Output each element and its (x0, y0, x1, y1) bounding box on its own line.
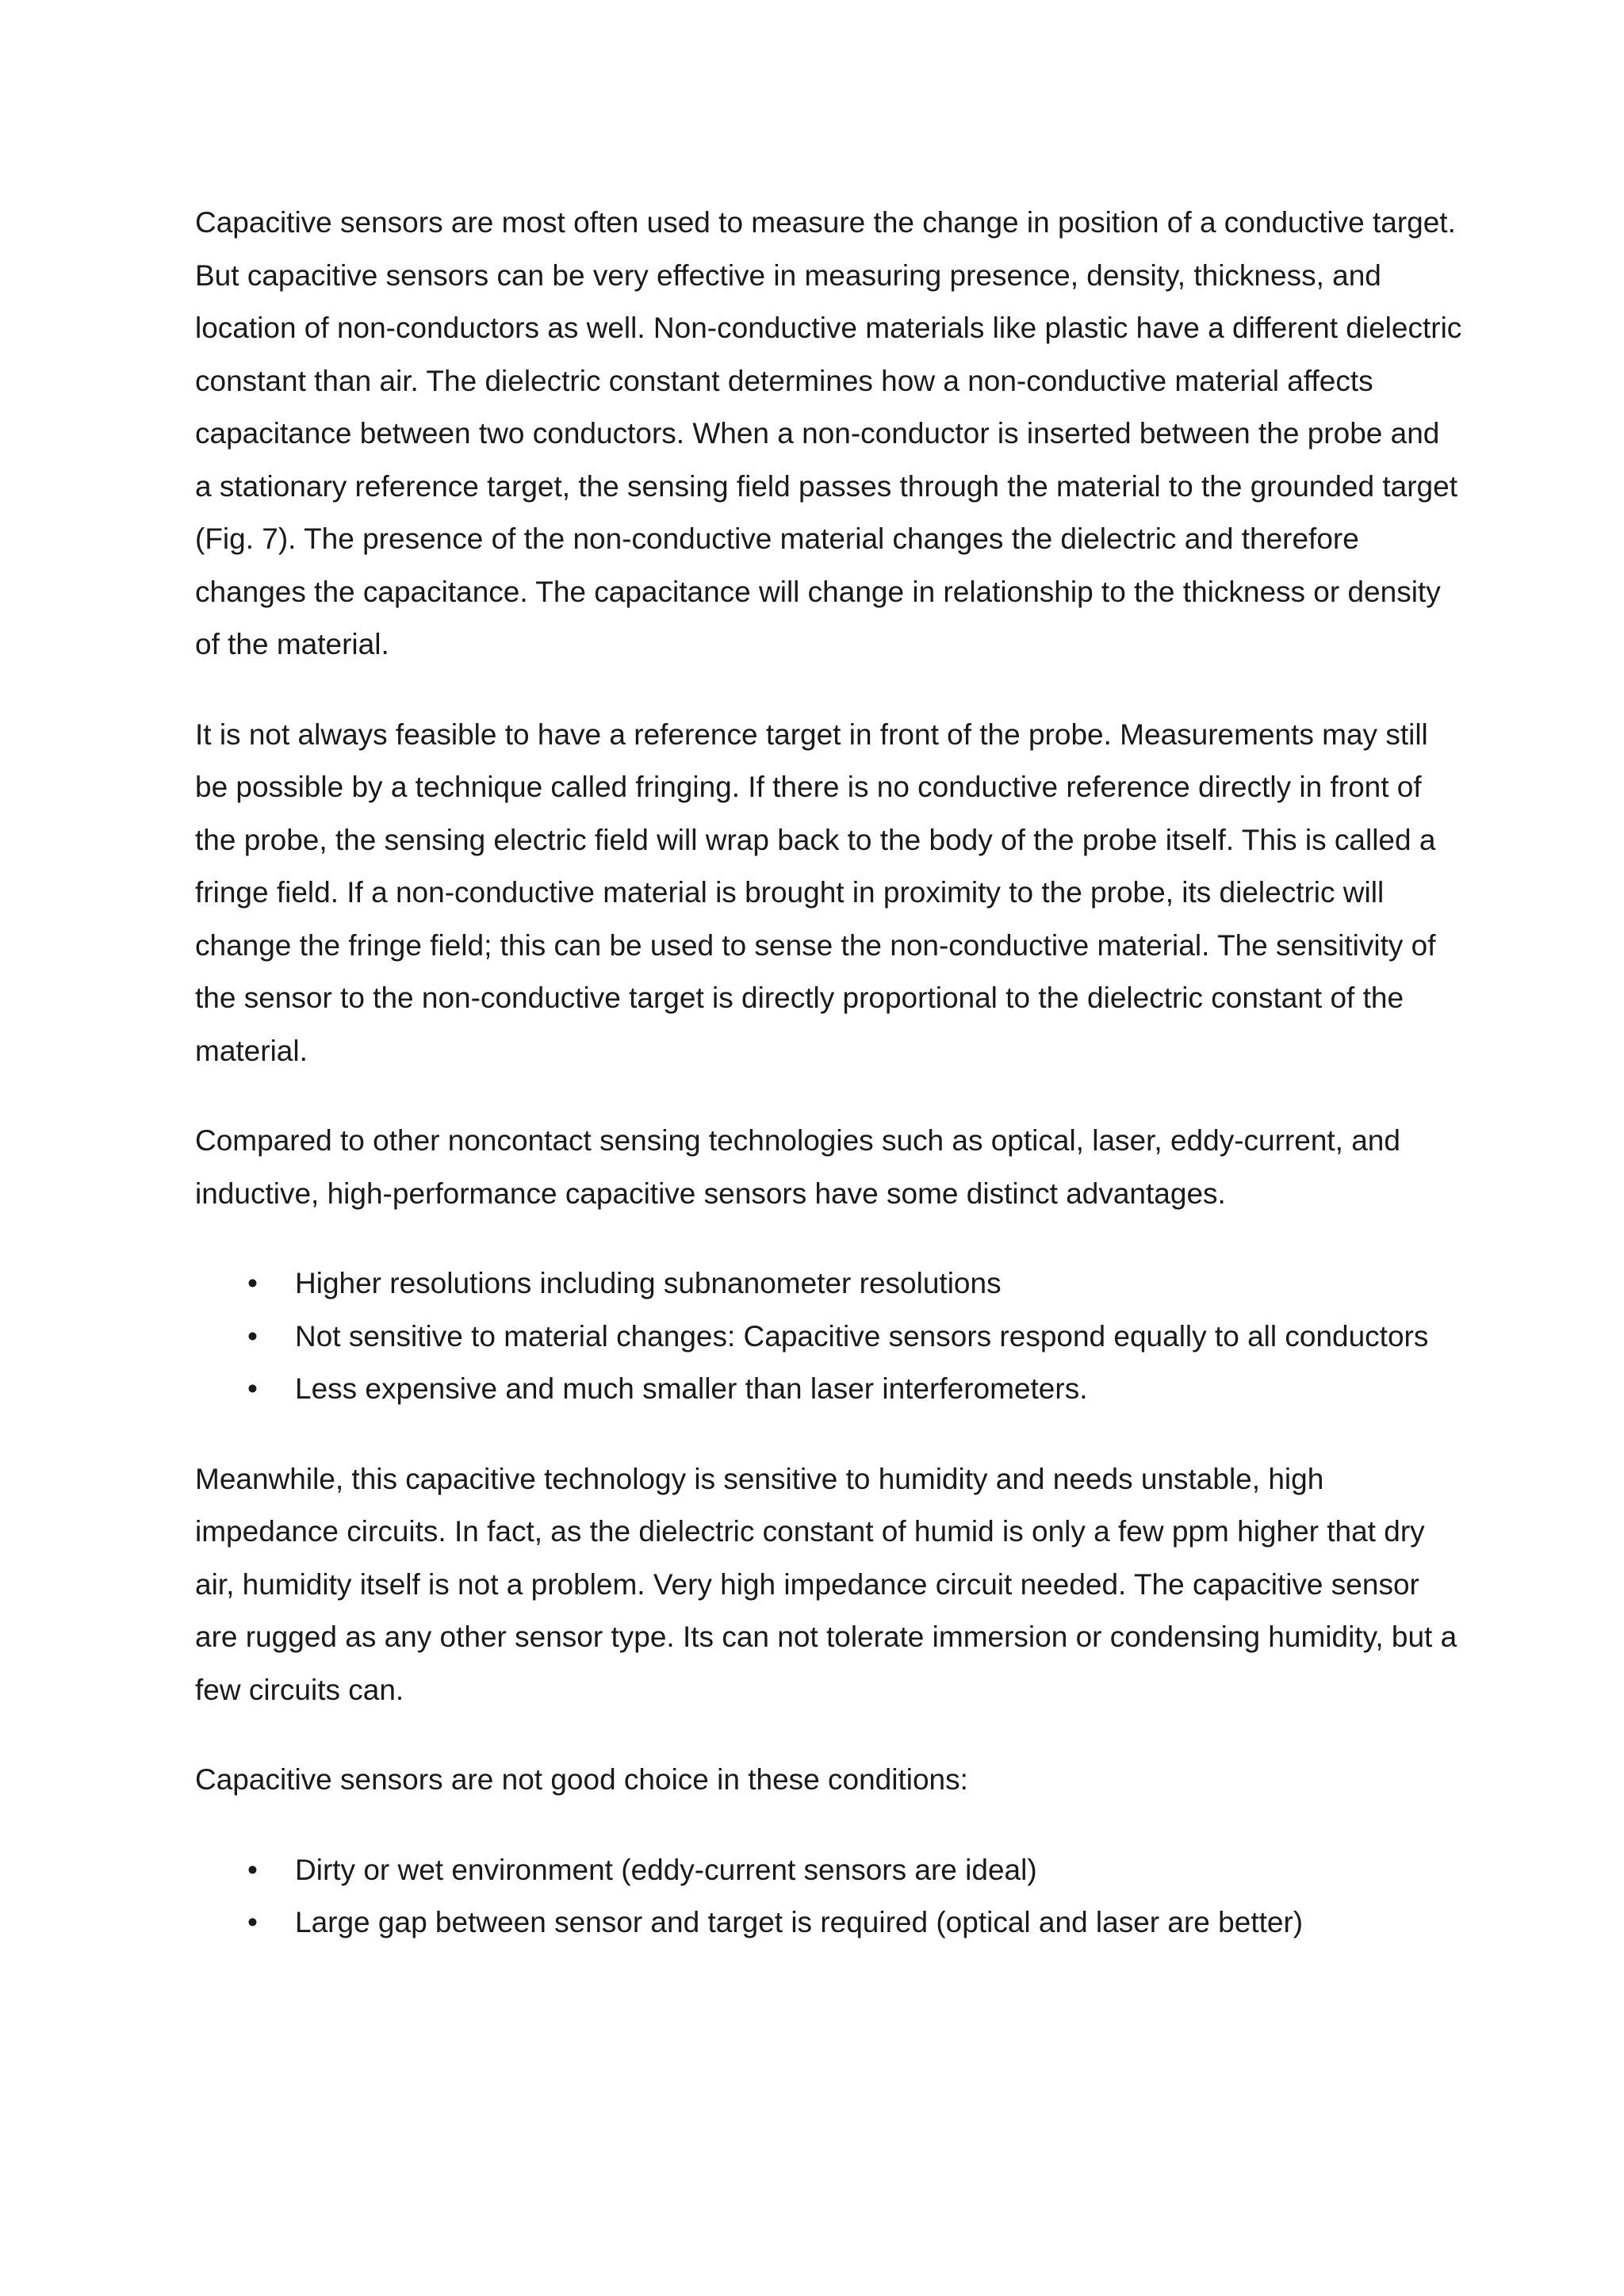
list-item (195, 1363, 1464, 1416)
bullet-icon: • (247, 1319, 258, 1353)
paragraph-spacer (195, 1077, 1464, 1115)
paragraph-humidity: Meanwhile, this capacitive technology is sensitive to humidity and needs unstable, high impedance circuits. In fact, as the dielectric constant of humid is only a few ppm higher that dry air, humidity itself is not a problem. Very high impedance circuit needed. The capacitive sensor are rugged as any other sensor type. Its can not tolerate immersion or condensing humidity, but a few circuits can. (195, 1462, 1457, 1706)
list-item (195, 1311, 1464, 1364)
advantages-list (195, 1257, 1464, 1416)
list-item-text: Not sensitive to material changes: Capacitive sensors respond equally to all conductors (295, 1319, 1429, 1353)
list-item-text: Higher resolutions including subnanometer resolutions (295, 1267, 1002, 1299)
paragraph-fringing: It is not always feasible to have a reference target in front of the probe. Measurements may still be possible by a technique called fringing. If there is no conductive reference directly in front of the probe, the sensing electric field will wrap back to the body of the probe itself. This is called a fringe field. If a non-conductive material is brought in proximity to the probe, its dielectric will change the fringe field; this can be used to sense the non-conductive material. The sensitivity of the sensor to the non-conductive target is directly proportional to the dielectric constant of the material. (195, 718, 1436, 1067)
paragraph-conditions-intro: Capacitive sensors are not good choice in these conditions: (195, 1763, 968, 1796)
paragraph-spacer (195, 1716, 1464, 1754)
bullet-icon: • (247, 1267, 258, 1299)
paragraph-spacer (195, 672, 1464, 709)
paragraph-spacer (195, 1416, 1464, 1453)
list-item (195, 1257, 1464, 1311)
list-item-text: Less expensive and much smaller than laser interferometers. (295, 1372, 1088, 1405)
paragraph-capacitive-nonconductors: Capacitive sensors are most often used to measure the change in position of a conductive target. But capacitive sensors can be very effective in measuring presence, density, thickness, and location of non-conductors as well. Non-conductive materials like plastic have a different dielectric constant than air. The dielectric constant determines how a non-conductive material affects capacitance between two conductors. When a non-conductor is inserted between the probe and a stationary reference target, the sensing field passes through the material to the grounded target (Fig. 7). The presence of the non-conductive material changes the dielectric and therefore changes the capacitance. The capacitance will change in relationship to the thickness or density of the material. (195, 206, 1462, 660)
list-item-text: Large gap between sensor and target is required (optical and laser are better) (295, 1906, 1304, 1938)
bullet-icon: • (247, 1372, 258, 1405)
conditions-list (195, 1844, 1464, 1950)
bullet-icon: • (247, 1906, 258, 1938)
list-item (195, 1896, 1464, 1950)
paragraph-spacer (195, 1220, 1464, 1257)
list-item-text: Dirty or wet environment (eddy-current sensors are ideal) (295, 1853, 1037, 1886)
paragraph-advantages-intro: Compared to other noncontact sensing technologies such as optical, laser, eddy-current, and inductive, high-performance capacitive sensors have some distinct advantages. (195, 1124, 1400, 1210)
bullet-icon: • (247, 1853, 258, 1886)
document-body (195, 197, 1464, 1950)
list-item (195, 1844, 1464, 1897)
paragraph-spacer (195, 1807, 1464, 1844)
